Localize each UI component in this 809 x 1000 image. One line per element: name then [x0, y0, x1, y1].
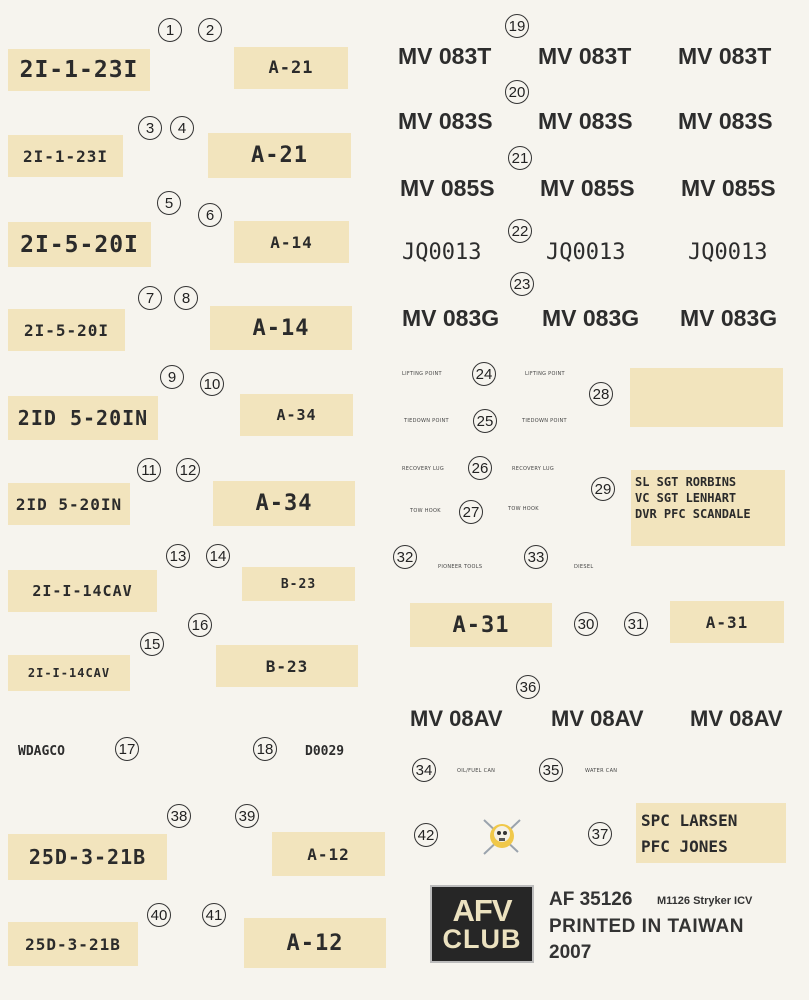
plate-20b: MV 083S — [538, 108, 633, 134]
decal-12: A-34 — [213, 481, 355, 526]
marker-35: 35 — [539, 758, 563, 782]
plate-21a: MV 085S — [400, 175, 495, 201]
plate-20a: MV 083S — [398, 108, 493, 134]
marker-37: 37 — [588, 822, 612, 846]
marker-14: 14 — [206, 544, 230, 568]
decal-7: 2I-5-20I — [8, 309, 125, 351]
marker-33: 33 — [524, 545, 548, 569]
marker-27: 27 — [459, 500, 483, 524]
marker-22: 22 — [508, 219, 532, 243]
plate-19a: MV 083T — [398, 43, 492, 69]
marker-34: 34 — [412, 758, 436, 782]
crew-37-line-1: SPC LARSEN — [641, 811, 738, 830]
kit-code: AF 35126 — [549, 889, 633, 910]
marker-42: 42 — [414, 823, 438, 847]
printed-in: PRINTED IN TAIWAN — [549, 916, 744, 937]
plate-21c: MV 085S — [681, 175, 776, 201]
crew-37-line-2: PFC JONES — [641, 837, 728, 856]
marker-10: 10 — [200, 372, 224, 396]
marker-18: 18 — [253, 737, 277, 761]
marker-40: 40 — [147, 903, 171, 927]
decal-38: 25D-3-21B — [8, 834, 167, 880]
marker-28: 28 — [589, 382, 613, 406]
marker-16: 16 — [188, 613, 212, 637]
plate-23c: MV 083G — [680, 305, 778, 331]
stencil-33: DIESEL — [574, 564, 594, 570]
marker-31: 31 — [624, 612, 648, 636]
marker-41: 41 — [202, 903, 226, 927]
marker-12: 12 — [176, 458, 200, 482]
marker-26: 26 — [468, 456, 492, 480]
marker-36: 36 — [516, 675, 540, 699]
marker-39: 39 — [235, 804, 259, 828]
decal-13: 2I-I-14CAV — [8, 570, 157, 612]
decal-16: B-23 — [216, 645, 358, 687]
plate-36b: MV 08AV — [551, 706, 644, 731]
stencil-27a: TOW HOOK — [410, 508, 441, 514]
marker-1: 1 — [158, 18, 182, 42]
decal-15: 2I-I-14CAV — [8, 655, 130, 691]
decal-11: 2ID 5-20IN — [8, 483, 130, 525]
marker-3: 3 — [138, 116, 162, 140]
stencil-26b: RECOVERY LUG — [512, 466, 555, 472]
plate-19c: MV 083T — [678, 43, 772, 69]
marker-17: 17 — [115, 737, 139, 761]
decal-31: A-31 — [670, 601, 784, 643]
plate-22b: JQ0013 — [546, 240, 626, 265]
marker-29: 29 — [591, 477, 615, 501]
stencil-35: WATER CAN — [585, 768, 618, 774]
stencil-32: PIONEER TOOLS — [438, 564, 483, 570]
marker-38: 38 — [167, 804, 191, 828]
plate-22a: JQ0013 — [402, 240, 482, 265]
print-year: 2007 — [549, 942, 592, 963]
decal-18: D0029 — [305, 744, 345, 759]
decal-30: A-31 — [410, 603, 552, 647]
logo-bottom-text: CLUB — [442, 924, 522, 954]
marker-7: 7 — [138, 286, 162, 310]
stencil-27b: TOW HOOK — [508, 506, 539, 512]
marker-25: 25 — [473, 409, 497, 433]
marker-15: 15 — [140, 632, 164, 656]
marker-32: 32 — [393, 545, 417, 569]
decal-41: A-12 — [244, 918, 386, 968]
marker-8: 8 — [174, 286, 198, 310]
marker-19: 19 — [505, 14, 529, 38]
decal-39: A-12 — [272, 832, 385, 876]
stencil-24b: LIFTING POINT — [525, 371, 565, 377]
stencil-25a: TIEDOWN POINT — [404, 418, 449, 424]
crew-29-line-3: DVR PFC SCANDALE — [635, 507, 751, 521]
decal-5: 2I-5-20I — [8, 222, 151, 267]
decal-4: A-21 — [208, 133, 351, 178]
marker-9: 9 — [160, 365, 184, 389]
plate-20c: MV 083S — [678, 108, 773, 134]
decal-10: A-34 — [240, 394, 353, 436]
decal-2: A-21 — [234, 47, 348, 89]
decal-17: WDAGCO — [18, 744, 65, 759]
decal-8: A-14 — [210, 306, 352, 350]
logo-top-text: AFV — [452, 893, 512, 928]
kit-model: M1126 Stryker ICV — [657, 895, 753, 907]
decal-29-crew — [631, 470, 785, 546]
plate-36c: MV 08AV — [690, 706, 783, 731]
marker-23: 23 — [510, 272, 534, 296]
decal-6: A-14 — [234, 221, 349, 263]
marker-13: 13 — [166, 544, 190, 568]
plate-21b: MV 085S — [540, 175, 635, 201]
marker-4: 4 — [170, 116, 194, 140]
marker-5: 5 — [157, 191, 181, 215]
marker-20: 20 — [505, 80, 529, 104]
stencil-26a: RECOVERY LUG — [402, 466, 445, 472]
marker-6: 6 — [198, 203, 222, 227]
plate-22c: JQ0013 — [688, 240, 768, 265]
decal-3: 2I-1-23I — [8, 135, 123, 177]
stencil-34: OIL/FUEL CAN — [457, 768, 496, 774]
plate-23b: MV 083G — [542, 305, 640, 331]
decal-1: 2I-1-23I — [8, 49, 150, 91]
marker-21: 21 — [508, 146, 532, 170]
decal-9: 2ID 5-20IN — [8, 396, 158, 440]
decal-40: 25D-3-21B — [8, 922, 138, 966]
crew-29-line-1: SL SGT RORBINS — [635, 475, 737, 489]
marker-2: 2 — [198, 18, 222, 42]
plate-36a: MV 08AV — [410, 706, 503, 731]
plate-19b: MV 083T — [538, 43, 632, 69]
skull-insignia-icon — [478, 812, 526, 860]
crew-29-line-2: VC SGT LENHART — [635, 491, 737, 505]
stencil-25b: TIEDOWN POINT — [522, 418, 567, 424]
decal-37-crew — [636, 803, 786, 863]
decal-14: B-23 — [242, 567, 355, 601]
marker-30: 30 — [574, 612, 598, 636]
marker-11: 11 — [137, 458, 161, 482]
stencil-24a: LIFTING POINT — [402, 371, 442, 377]
afv-club-logo — [430, 885, 534, 963]
decal-28-blank — [630, 368, 783, 427]
marker-24: 24 — [472, 362, 496, 386]
plate-23a: MV 083G — [402, 305, 500, 331]
